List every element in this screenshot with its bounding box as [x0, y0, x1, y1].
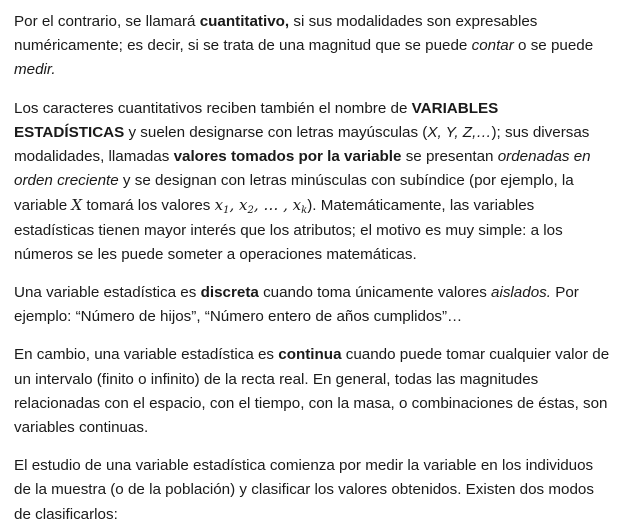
text: cuando toma únicamente valores — [258, 284, 492, 302]
math-values — [214, 196, 308, 217]
text: Por el contrario, se llamará — [14, 13, 200, 30]
text: si sus modalidades son expresables numéricamente; es decir, si se trata de una magnitud que se puede — [14, 13, 538, 55]
bold-term: cuantitativo, — [199, 13, 290, 30]
math-subscript: k — [301, 205, 308, 217]
text: cuando puede tomar cualquier valor de un intervalo (finito o infinito) de la recta real. En general, todas las magnitudes relacionadas con el espacio, con el tiempo, con la masa, o combinaciones de éstas, son variables continuas. — [14, 346, 610, 437]
math-subscript: 2 — [247, 205, 254, 217]
italic-term: contar — [471, 37, 514, 55]
bold-term: continua — [278, 346, 342, 364]
paragraph-continua — [14, 343, 612, 440]
italic-term: aislados. — [491, 284, 551, 302]
text: Los caracteres cuantitativos reciben también el nombre de — [14, 99, 412, 117]
text: tomará los valores — [82, 197, 215, 215]
math-symbol: x — [214, 196, 224, 215]
text: y se designan con letras minúsculas con subíndice (por ejemplo, la variable — [14, 172, 574, 215]
paragraph-variables-estadisticas — [14, 97, 612, 267]
italic-term: medir. — [14, 61, 56, 79]
math-symbol: , x — [229, 196, 248, 215]
text: Una variable estadística es — [14, 284, 201, 302]
math-variable: X — [71, 196, 83, 215]
text: El estudio de una variable estadística comienza por medir la variable en los individuos de la muestra (o de la población) y clasificar los valores obtenidos. Existen dos modos de clasificarlos: — [14, 457, 594, 523]
bold-term: valores tomados por la variable — [173, 148, 402, 166]
text: ); sus diversas modalidades, llamadas — [14, 123, 590, 166]
bold-term: discreta — [200, 284, 259, 302]
math-symbol: , … , x — [253, 196, 302, 215]
text: Por ejemplo: “Número de hijos”, “Número entero de años cumplidos”… — [14, 284, 579, 326]
text: o se puede — [513, 37, 594, 55]
math-subscript: 1 — [223, 205, 230, 217]
text: y suelen designarse con letras mayúsculas ( — [124, 123, 428, 141]
paragraph-cuantitativo — [14, 10, 612, 83]
text: se presentan — [401, 148, 498, 166]
text: En cambio, una variable estadística es — [14, 346, 279, 364]
italic-term: ordenadas en orden creciente — [14, 148, 591, 190]
paragraph-estudio — [14, 454, 612, 527]
italic-term: X, Y, Z,… — [427, 123, 492, 141]
text: ). Matemáticamente, las variables estadísticas tienen mayor interés que los atributos; el motivo es muy simple: a los números se les puede someter a operaciones matemáticas. — [14, 197, 563, 263]
paragraph-discreta — [14, 281, 612, 329]
bold-term: VARIABLES ESTADÍSTICAS — [14, 99, 499, 141]
